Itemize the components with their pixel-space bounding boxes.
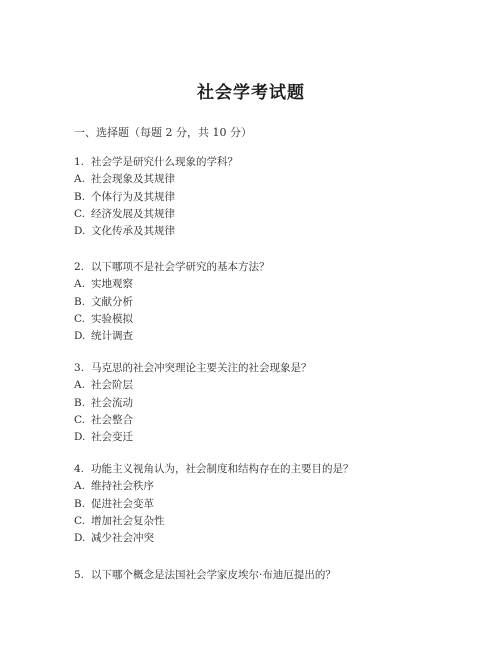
- option-d: [74, 429, 312, 446]
- option-d: [74, 328, 270, 345]
- page-title: 社会学考试题: [197, 83, 305, 103]
- option-a: [74, 276, 270, 293]
- question-text: [74, 259, 270, 276]
- option-letter: B.: [74, 190, 86, 203]
- option-text: 统计调查: [91, 330, 133, 343]
- question-2: [74, 259, 270, 345]
- question-text: [74, 360, 312, 377]
- option-text: 增加社会复杂性: [91, 514, 165, 527]
- question-stem: 以下哪项不是社会学研究的基本方法？: [91, 261, 270, 273]
- option-letter: C.: [74, 413, 85, 426]
- option-letter: D.: [74, 532, 86, 545]
- option-text: 社会现象及其规律: [91, 173, 175, 186]
- option-text: 文献分析: [91, 295, 133, 308]
- option-text: 促进社会变革: [91, 497, 154, 510]
- option-c: [74, 412, 312, 429]
- option-text: 维持社会秩序: [91, 480, 154, 493]
- question-3: [74, 360, 312, 446]
- option-text: 社会阶层: [91, 379, 133, 392]
- question-text: [74, 567, 336, 584]
- question-number: 2.: [74, 261, 85, 273]
- question-number: 1.: [74, 156, 85, 168]
- section-header: 一、选择题（每题 2 分，共 10 分）: [74, 126, 252, 139]
- option-c: [74, 311, 270, 328]
- option-a: [74, 171, 238, 188]
- option-text: 社会整合: [91, 413, 133, 426]
- option-c: [74, 513, 354, 530]
- option-text: 减少社会冲突: [91, 532, 154, 545]
- option-text: 社会变迁: [91, 431, 133, 444]
- option-d: [74, 530, 354, 547]
- option-letter: B.: [74, 396, 86, 409]
- question-text: [74, 154, 238, 171]
- option-letter: A.: [74, 480, 85, 493]
- question-stem: 社会学是研究什么现象的学科？: [91, 156, 238, 168]
- question-number: 5.: [74, 569, 85, 581]
- option-a: [74, 377, 312, 394]
- option-letter: C.: [74, 514, 85, 527]
- option-b: [74, 395, 312, 412]
- option-text: 文化传承及其规律: [91, 225, 175, 238]
- option-letter: D.: [74, 330, 86, 343]
- question-number: 3.: [74, 362, 85, 374]
- question-number: 4.: [74, 463, 85, 475]
- option-letter: C.: [74, 312, 85, 325]
- question-stem: 马克思的社会冲突理论主要关注的社会现象是？: [91, 362, 312, 374]
- option-text: 经济发展及其规律: [91, 207, 175, 220]
- option-letter: D.: [74, 431, 86, 444]
- option-d: [74, 223, 238, 240]
- option-text: 实地观察: [91, 278, 133, 291]
- question-5: [74, 567, 336, 584]
- option-letter: A.: [74, 278, 85, 291]
- option-letter: A.: [74, 379, 85, 392]
- option-letter: A.: [74, 173, 85, 186]
- option-text: 实验模拟: [91, 312, 133, 325]
- option-b: [74, 189, 238, 206]
- question-stem: 以下哪个概念是法国社会学家皮埃尔·布迪厄提出的？: [91, 569, 336, 581]
- question-stem: 功能主义视角认为，社会制度和结构存在的主要目的是？: [91, 463, 354, 475]
- question-1: [74, 154, 238, 240]
- option-letter: C.: [74, 207, 85, 220]
- option-b: [74, 496, 354, 513]
- option-text: 社会流动: [91, 396, 133, 409]
- question-text: [74, 461, 354, 478]
- option-letter: B.: [74, 295, 86, 308]
- option-b: [74, 294, 270, 311]
- option-text: 个体行为及其规律: [91, 190, 175, 203]
- question-4: [74, 461, 354, 547]
- option-c: [74, 206, 238, 223]
- option-a: [74, 478, 354, 495]
- option-letter: B.: [74, 497, 86, 510]
- option-letter: D.: [74, 225, 86, 238]
